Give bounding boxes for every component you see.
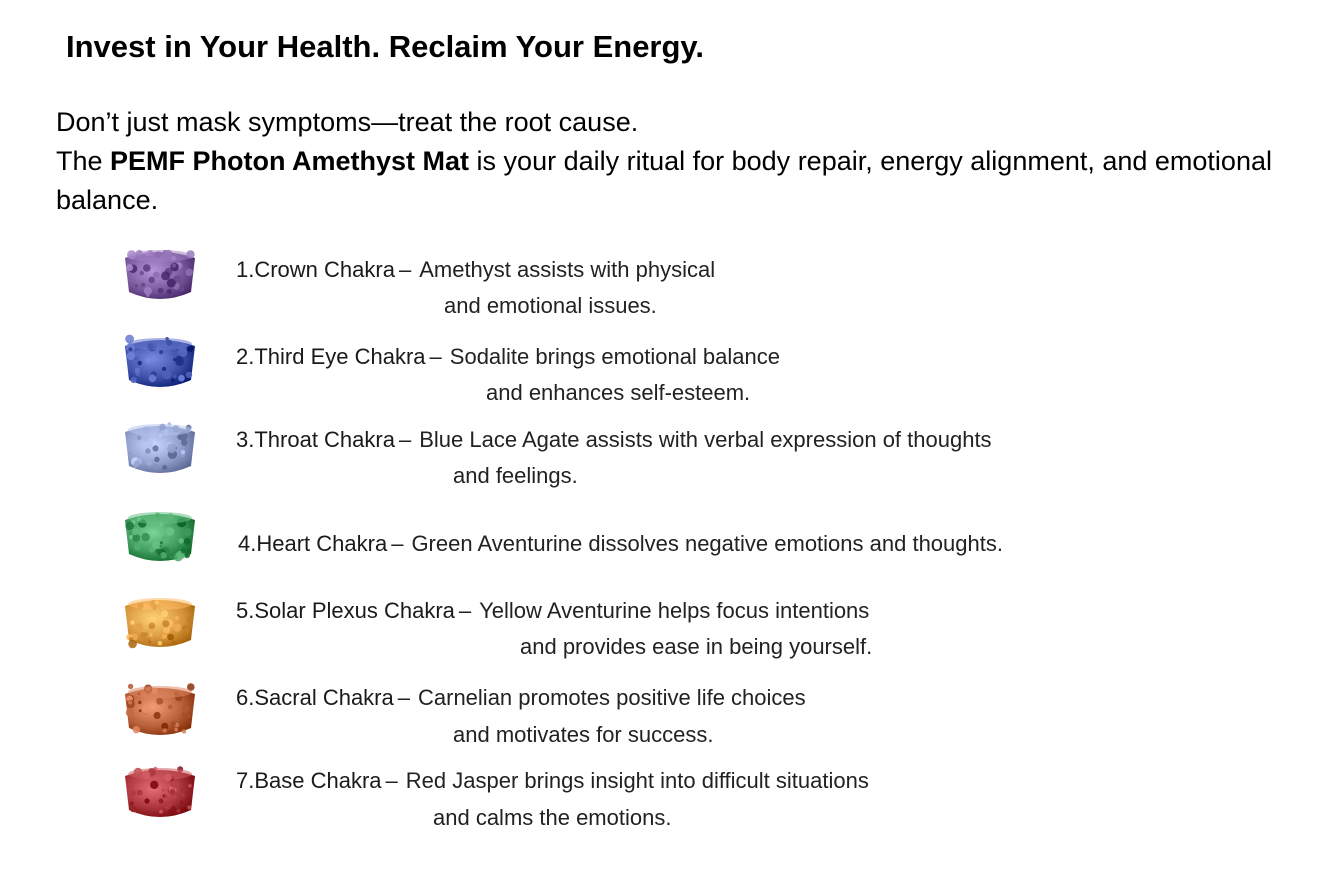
chakra-line-1 xyxy=(236,593,869,629)
chakra-description: Blue Lace Agate assists with verbal expression of thoughts xyxy=(419,427,992,452)
chakra-name: 5.Solar Plexus Chakra xyxy=(236,598,455,623)
chakra-description: Red Jasper brings insight into difficult situations xyxy=(405,768,869,793)
green-aventurine-stones-icon xyxy=(121,504,199,570)
chakra-name: 6.Sacral Chakra xyxy=(236,685,394,710)
chakra-description: Yellow Aventurine helps focus intentions xyxy=(479,598,870,623)
chakra-line-1 xyxy=(236,680,806,716)
chakra-description-cont: and enhances self-esteem. xyxy=(486,380,751,405)
page-headline: Invest in Your Health. Reclaim Your Energy. xyxy=(66,29,704,64)
blue-lace-agate-stones-icon xyxy=(121,416,199,482)
chakra-name: 7.Base Chakra xyxy=(236,768,382,793)
red-jasper-stones-icon xyxy=(121,760,199,826)
chakra-line-1 xyxy=(236,252,715,288)
chakra-line-1 xyxy=(236,422,992,458)
chakra-description: Sodalite brings emotional balance xyxy=(449,344,780,369)
amethyst-stones-icon xyxy=(121,242,199,308)
chakra-name: 1.Crown Chakra xyxy=(236,257,395,282)
dash: – xyxy=(429,344,442,369)
dash: – xyxy=(385,768,398,793)
chakra-description-cont: and feelings. xyxy=(453,463,578,488)
sodalite-stones-icon xyxy=(121,330,199,396)
chakra-description-cont: and emotional issues. xyxy=(444,293,657,318)
carnelian-stones-icon xyxy=(121,678,199,744)
chakra-name: 2.Third Eye Chakra xyxy=(236,344,426,369)
chakra-description-cont: and calms the emotions. xyxy=(433,805,672,830)
chakra-description: Amethyst assists with physical xyxy=(419,257,716,282)
chakra-description: Carnelian promotes positive life choices xyxy=(418,685,806,710)
chakra-name: 3.Throat Chakra xyxy=(236,427,395,452)
chakra-description: Green Aventurine dissolves negative emotions and thoughts. xyxy=(411,531,1003,556)
intro-line-1: Don’t just mask symptoms—treat the root cause. xyxy=(56,107,639,137)
chakra-line-1 xyxy=(238,526,1003,562)
yellow-aventurine-stones-icon xyxy=(121,590,199,656)
intro-lead: The xyxy=(56,146,111,176)
dash: – xyxy=(398,257,412,282)
dash: – xyxy=(458,598,472,623)
dash: – xyxy=(391,531,404,556)
chakra-description-cont: and motivates for success. xyxy=(453,722,714,747)
dash: – xyxy=(397,685,410,710)
intro-rest: is your daily ritual for body repair, energy alignment, and emotional balance. xyxy=(56,146,1272,215)
dash: – xyxy=(398,427,412,452)
chakra-line-1 xyxy=(236,339,780,375)
chakra-line-1 xyxy=(236,763,869,799)
chakra-description-cont: and provides ease in being yourself. xyxy=(520,634,873,659)
chakra-name: 4.Heart Chakra xyxy=(238,531,388,556)
product-name: PEMF Photon Amethyst Mat xyxy=(110,146,470,176)
